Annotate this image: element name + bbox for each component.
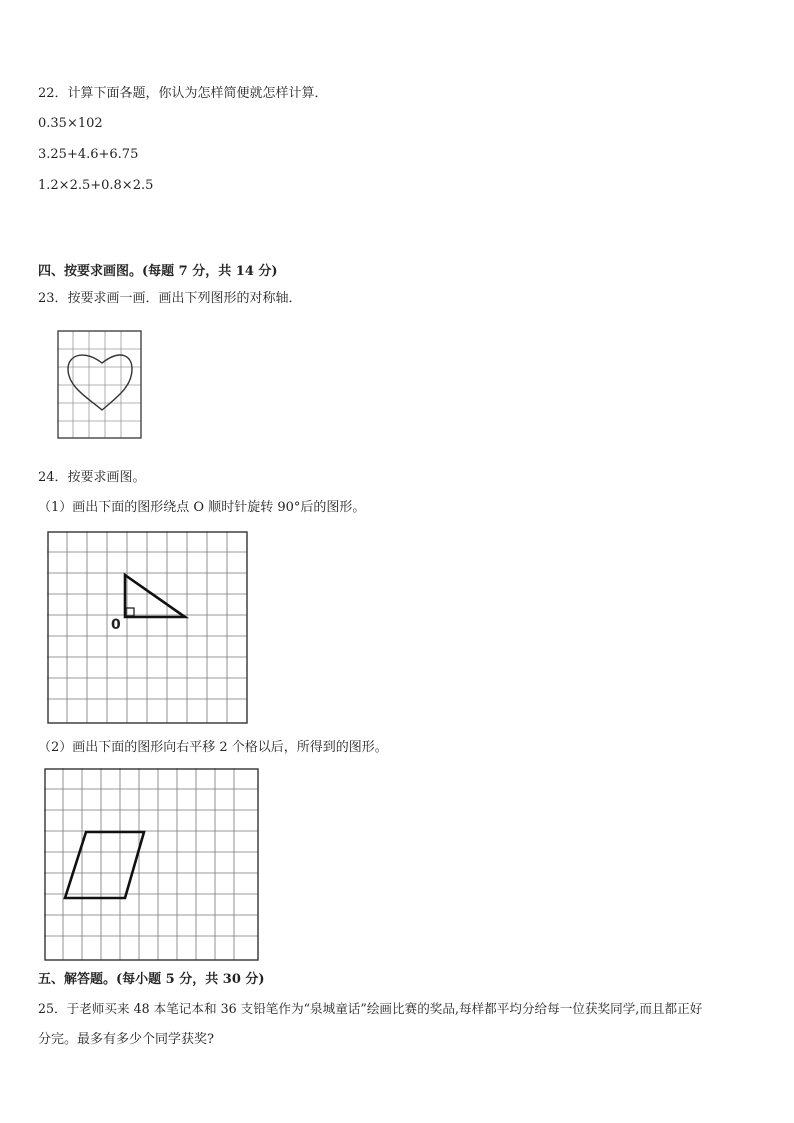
q22-item-2: 3.25+4.6+6.75 — [38, 147, 139, 162]
section4-heading: 四、按要求画图。(每题 7 分，共 14 分) — [38, 264, 278, 279]
q24-part1: （1）画出下面的图形绕点 O 顺时针旋转 90°后的图形。 — [38, 500, 366, 515]
q23-title: 23．按要求画一画．画出下列图形的对称轴． — [38, 291, 302, 306]
q22-title: 22．计算下面各题，你认为怎样简便就怎样计算． — [38, 86, 328, 101]
q22-item-1: 0.35×102 — [38, 116, 103, 131]
q25-line2: 分完。最多有多少个同学获奖? — [38, 1032, 214, 1047]
parallelogram-grid-figure — [44, 768, 260, 962]
q25-line1: 25．于老师买来 48 本笔记本和 36 支铅笔作为“泉城童话”绘画比赛的奖品,每样都平均分给每一位获奖同学,而且都正好 — [38, 1001, 703, 1016]
triangle-grid-figure — [47, 531, 249, 725]
q22-item-3: 1.2×2.5+0.8×2.5 — [38, 178, 154, 193]
rotation-point-label: 0 — [111, 617, 121, 633]
q24-part2: （2）画出下面的图形向右平移 2 个格以后，所得到的图形。 — [38, 740, 388, 755]
section5-heading: 五、解答题。(每小题 5 分，共 30 分) — [38, 972, 265, 987]
parallelogram-shape — [65, 832, 144, 898]
q24-title: 24．按要求画图。 — [38, 470, 146, 485]
heart-shape — [68, 355, 132, 410]
heart-grid-figure — [56, 329, 144, 441]
